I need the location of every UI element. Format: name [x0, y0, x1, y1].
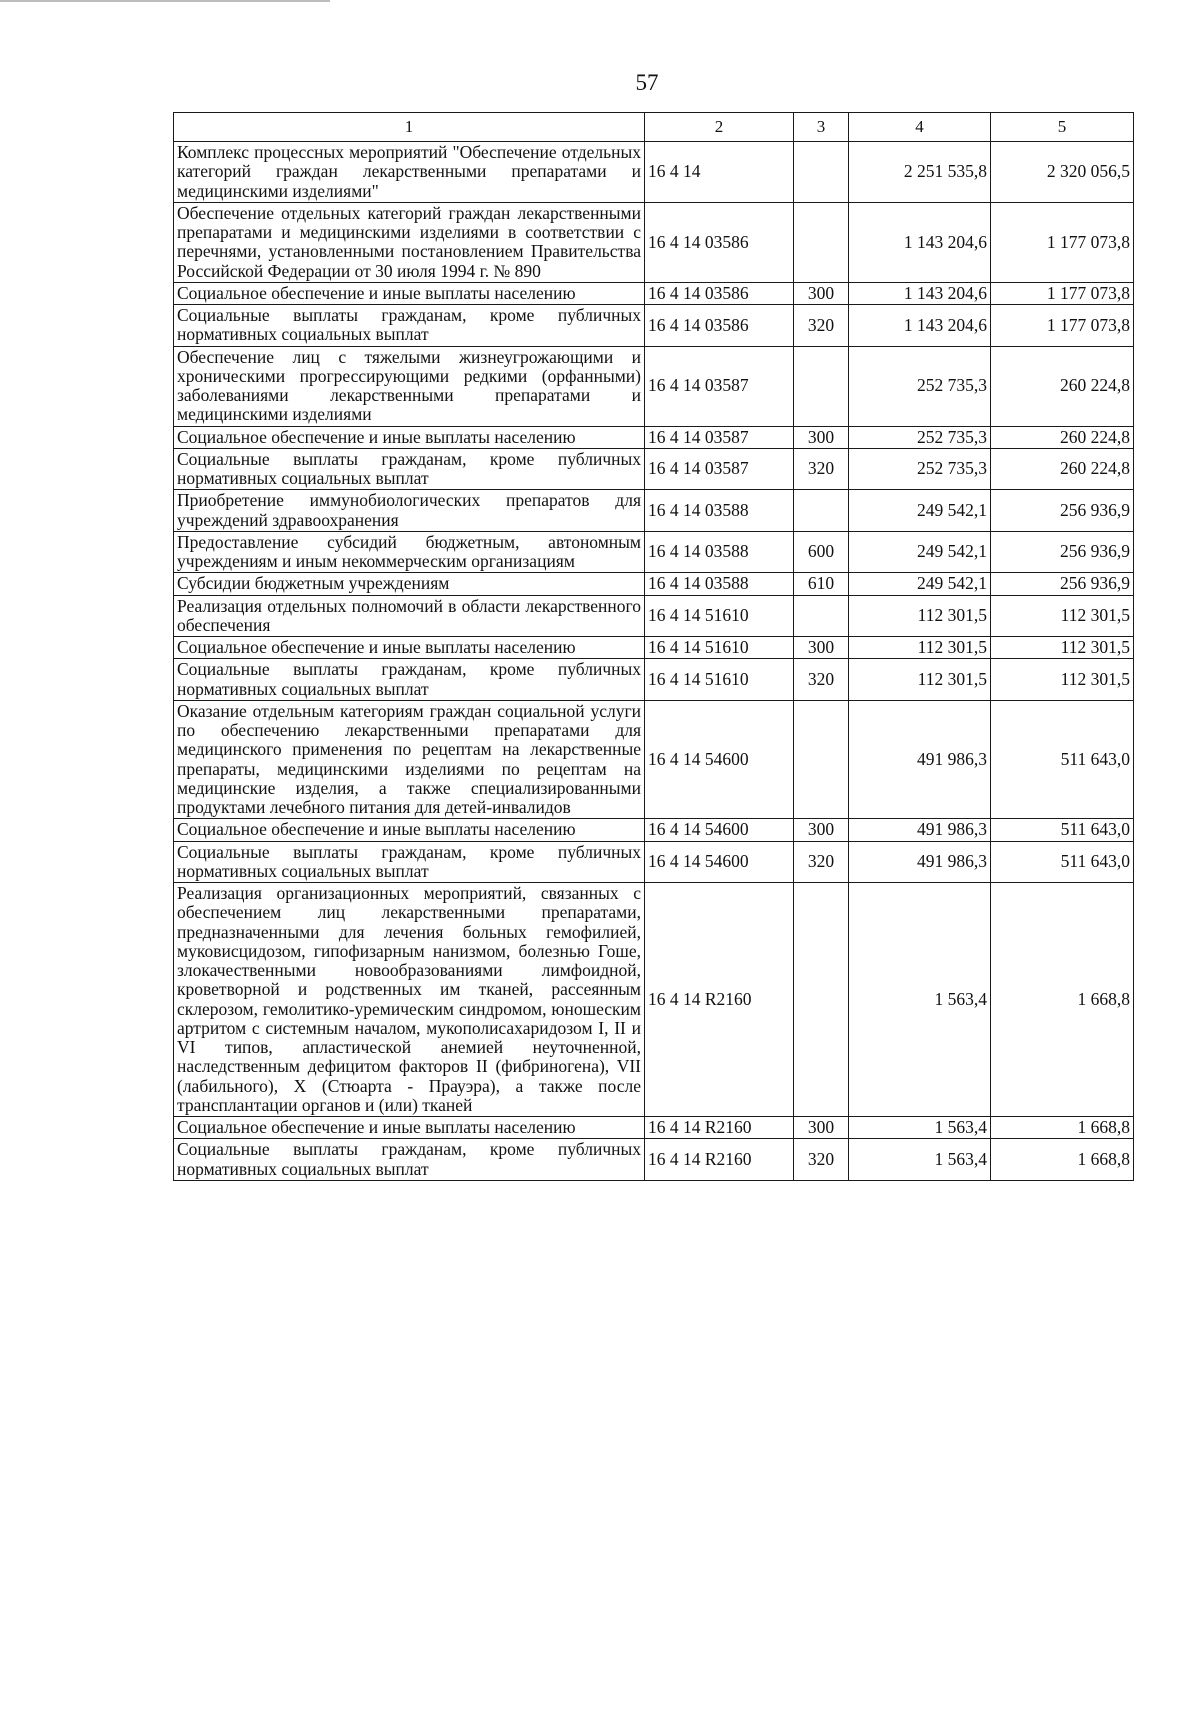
table-row [174, 282, 1134, 304]
row-value-2-cell: 1 177 073,8 [991, 282, 1134, 304]
row-value-2-cell: 112 301,5 [991, 595, 1134, 637]
row-value-1-cell: 112 301,5 [849, 637, 991, 659]
row-name-cell: Предоставление субсидий бюджетным, автономным учреждениям и иным некоммерческим организациям [174, 531, 645, 573]
row-value-1-cell: 1 143 204,6 [849, 202, 991, 282]
row-value-1-cell: 252 735,3 [849, 426, 991, 448]
row-type-cell [794, 202, 849, 282]
row-name-cell: Комплекс процессных мероприятий "Обеспечение отдельных категорий граждан лекарственными препаратами и медицинскими изделиями" [174, 142, 645, 203]
row-name-cell: Социальное обеспечение и иные выплаты населению [174, 282, 645, 304]
row-value-1-cell: 1 563,4 [849, 1117, 991, 1139]
row-value-2-cell: 511 643,0 [991, 841, 1134, 883]
row-value-1-cell: 491 986,3 [849, 841, 991, 883]
table-row [174, 531, 1134, 573]
row-value-1-cell: 491 986,3 [849, 700, 991, 819]
row-value-2-cell: 2 320 056,5 [991, 142, 1134, 203]
table-row [174, 1139, 1134, 1181]
row-value-2-cell: 260 224,8 [991, 426, 1134, 448]
row-name-cell: Социальное обеспечение и иные выплаты населению [174, 426, 645, 448]
row-code-cell: 16 4 14 54600 [645, 819, 794, 841]
row-code-cell: 16 4 14 R2160 [645, 1117, 794, 1139]
row-name-cell: Социальные выплаты гражданам, кроме публичных нормативных социальных выплат [174, 659, 645, 701]
table-row [174, 573, 1134, 595]
row-code-cell: 16 4 14 03588 [645, 531, 794, 573]
column-header-type: 3 [794, 113, 849, 142]
row-type-cell [794, 346, 849, 426]
row-name-cell: Социальное обеспечение и иные выплаты населению [174, 637, 645, 659]
row-value-1-cell: 112 301,5 [849, 595, 991, 637]
row-value-1-cell: 112 301,5 [849, 659, 991, 701]
table-row [174, 448, 1134, 490]
table-row [174, 659, 1134, 701]
table-row [174, 883, 1134, 1117]
row-code-cell: 16 4 14 03586 [645, 305, 794, 347]
top-rule [0, 0, 330, 2]
column-header-code: 2 [645, 113, 794, 142]
row-name-cell: Обеспечение лиц с тяжелыми жизнеугрожающими и хроническими прогрессирующими редкими (орфанными) заболеваниями лекарственными препаратами и медицинскими изделиями [174, 346, 645, 426]
row-value-2-cell: 1 668,8 [991, 1139, 1134, 1181]
table-row [174, 202, 1134, 282]
column-header-name: 1 [174, 113, 645, 142]
table-row [174, 819, 1134, 841]
row-value-2-cell: 511 643,0 [991, 700, 1134, 819]
table-row [174, 841, 1134, 883]
row-name-cell: Приобретение иммунобиологических препаратов для учреждений здравоохранения [174, 490, 645, 532]
row-value-2-cell: 112 301,5 [991, 637, 1134, 659]
row-type-cell [794, 700, 849, 819]
row-value-1-cell: 249 542,1 [849, 573, 991, 595]
row-name-cell: Социальные выплаты гражданам, кроме публичных нормативных социальных выплат [174, 841, 645, 883]
row-type-cell: 300 [794, 1117, 849, 1139]
row-type-cell: 610 [794, 573, 849, 595]
row-name-cell: Обеспечение отдельных категорий граждан лекарственными препаратами и медицинскими изделиями в соответствии с перечнями, установленными постановлением Правительства Российской Федерации от 30 июля 1994 г. № 890 [174, 202, 645, 282]
table-row [174, 637, 1134, 659]
row-type-cell: 320 [794, 841, 849, 883]
row-value-2-cell: 112 301,5 [991, 659, 1134, 701]
row-value-1-cell: 252 735,3 [849, 448, 991, 490]
row-name-cell: Оказание отдельным категориям граждан социальной услуги по обеспечению лекарственными препаратами для медицинского применения по рецептам на лекарственные препараты, медицинскими изделиями по рецептам на медицинские изделия, а также специализированными продуктами лечебного питания для детей-инвалидов [174, 700, 645, 819]
row-name-cell: Социальные выплаты гражданам, кроме публичных нормативных социальных выплат [174, 305, 645, 347]
row-type-cell: 600 [794, 531, 849, 573]
row-type-cell: 320 [794, 305, 849, 347]
row-value-2-cell: 511 643,0 [991, 819, 1134, 841]
row-value-2-cell: 256 936,9 [991, 531, 1134, 573]
row-code-cell: 16 4 14 51610 [645, 637, 794, 659]
row-code-cell: 16 4 14 03587 [645, 346, 794, 426]
row-value-2-cell: 1 177 073,8 [991, 305, 1134, 347]
row-type-cell [794, 883, 849, 1117]
table-row [174, 1117, 1134, 1139]
row-code-cell: 16 4 14 03586 [645, 202, 794, 282]
table-row [174, 346, 1134, 426]
row-code-cell: 16 4 14 54600 [645, 841, 794, 883]
row-type-cell: 300 [794, 282, 849, 304]
row-value-2-cell: 260 224,8 [991, 448, 1134, 490]
row-value-1-cell: 1 143 204,6 [849, 282, 991, 304]
table-row [174, 142, 1134, 203]
row-code-cell: 16 4 14 R2160 [645, 1139, 794, 1181]
row-code-cell: 16 4 14 54600 [645, 700, 794, 819]
row-code-cell: 16 4 14 03588 [645, 573, 794, 595]
row-value-1-cell: 249 542,1 [849, 490, 991, 532]
row-value-1-cell: 491 986,3 [849, 819, 991, 841]
row-value-1-cell: 1 143 204,6 [849, 305, 991, 347]
table-row [174, 490, 1134, 532]
table-body [174, 142, 1134, 1181]
row-type-cell: 320 [794, 659, 849, 701]
budget-table [173, 112, 1134, 1181]
row-code-cell: 16 4 14 51610 [645, 659, 794, 701]
row-code-cell: 16 4 14 03587 [645, 426, 794, 448]
row-code-cell: 16 4 14 51610 [645, 595, 794, 637]
row-name-cell: Субсидии бюджетным учреждениям [174, 573, 645, 595]
row-type-cell [794, 490, 849, 532]
column-header-value-1: 4 [849, 113, 991, 142]
row-type-cell: 300 [794, 426, 849, 448]
row-name-cell: Социальные выплаты гражданам, кроме публичных нормативных социальных выплат [174, 448, 645, 490]
column-header-value-2: 5 [991, 113, 1134, 142]
table-row [174, 305, 1134, 347]
row-name-cell: Реализация организационных мероприятий, связанных с обеспечением лиц лекарственными препаратами, предназначенными для лечения больных гемофилией, муковисцидозом, гипофизарным нанизмом, болезнью Гоше, злокачественными новообразованиями лимфоидной, кроветворной и родственных им тканей, рассеянным склерозом, гемолитико-уремическим синдромом, юношеским артритом с системным началом, мукополисахаридозом I, II и VI типов, апластической анемией неуточненной, наследственным дефицитом факторов II (фибриногена), VII (лабильного), X (Стюарта - Прауэра), а также после трансплантации органов и (или) тканей [174, 883, 645, 1117]
row-type-cell: 320 [794, 1139, 849, 1181]
row-value-2-cell: 1 668,8 [991, 1117, 1134, 1139]
row-type-cell [794, 142, 849, 203]
row-code-cell: 16 4 14 03588 [645, 490, 794, 532]
row-name-cell: Социальное обеспечение и иные выплаты населению [174, 819, 645, 841]
row-type-cell: 320 [794, 448, 849, 490]
row-name-cell: Социальное обеспечение и иные выплаты населению [174, 1117, 645, 1139]
row-value-1-cell: 249 542,1 [849, 531, 991, 573]
row-value-1-cell: 1 563,4 [849, 883, 991, 1117]
row-name-cell: Социальные выплаты гражданам, кроме публичных нормативных социальных выплат [174, 1139, 645, 1181]
row-value-2-cell: 1 177 073,8 [991, 202, 1134, 282]
row-value-2-cell: 256 936,9 [991, 573, 1134, 595]
header-row [174, 113, 1134, 142]
table-row [174, 595, 1134, 637]
row-value-2-cell: 256 936,9 [991, 490, 1134, 532]
row-code-cell: 16 4 14 03587 [645, 448, 794, 490]
row-name-cell: Реализация отдельных полномочий в области лекарственного обеспечения [174, 595, 645, 637]
row-value-2-cell: 1 668,8 [991, 883, 1134, 1117]
row-type-cell: 300 [794, 637, 849, 659]
row-code-cell: 16 4 14 R2160 [645, 883, 794, 1117]
table-row [174, 700, 1134, 819]
row-code-cell: 16 4 14 [645, 142, 794, 203]
row-value-1-cell: 1 563,4 [849, 1139, 991, 1181]
row-value-2-cell: 260 224,8 [991, 346, 1134, 426]
row-type-cell [794, 595, 849, 637]
row-type-cell: 300 [794, 819, 849, 841]
row-code-cell: 16 4 14 03586 [645, 282, 794, 304]
table-row [174, 426, 1134, 448]
row-value-1-cell: 252 735,3 [849, 346, 991, 426]
page-number: 57 [635, 70, 659, 95]
row-value-1-cell: 2 251 535,8 [849, 142, 991, 203]
